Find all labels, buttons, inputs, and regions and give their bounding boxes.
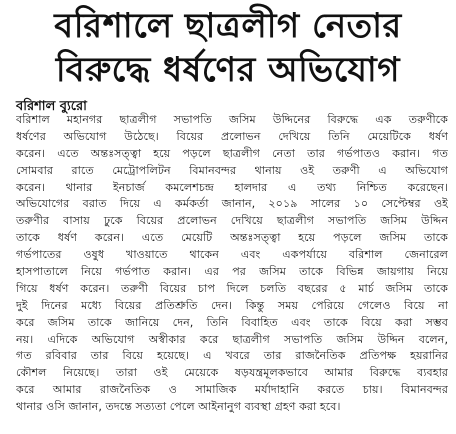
headline-line-1: বরিশালে ছাত্রলীগ নেতার <box>54 6 402 46</box>
body-line: গিয়ে ধর্ষণ করেন। তরুণী বিয়ের চাপ দিলে চলতি বছরের ৫ মার্চ জসিম তাকে <box>16 281 448 295</box>
body-line: করে আমার রাজনৈতিক ও সামাজিক মর্যাদাহানি করতে চায়। বিমানবন্দর <box>16 383 448 397</box>
body-line: নয়। এদিকে অভিযোগ অস্বীকার করে ছাত্রলীগ সভাপতি জসিম উদ্দিন বলেন, <box>16 332 448 346</box>
body-line: কৌশল নিয়েছে। তারা ওই মেয়েকে ষড়যন্ত্রমূলকভাবে আমার বিরুদ্ধে ব্যবহার <box>16 366 448 380</box>
body-line: করেন। থানার ইনচার্জ কমলেশচন্দ্র হালদার এ তথ্য নিশ্চিত করেছেন। <box>16 180 448 194</box>
headline <box>0 4 456 92</box>
body-line: দুই দিনের মধ্যে বিয়ের প্রতিশ্রুতি দেন। কিন্তু সময় পেরিয়ে গেলেও বিয়ে না <box>16 298 448 312</box>
headline-line-2: বিরুদ্ধে ধর্ষণের অভিযোগ <box>55 50 401 90</box>
body-line: গত রবিবার তার বিয়ে হয়েছে। এ খবরে তার রাজনৈতিক প্রতিপক্ষ হয়রানির <box>16 349 448 363</box>
byline: বরিশাল ব্যুরো <box>16 99 87 114</box>
body-line: করেন। এতে অন্তঃসত্ত্বা হয়ে পড়লে ছাত্রলীগ নেতা তার গর্ভপাতও করান। গত <box>16 146 448 160</box>
body-line: সোমবার রাতে মেট্রোপলিটন বিমানবন্দর থানায় ওই তরুণী এ অভিযোগ <box>16 163 448 177</box>
body-line: তরুণীর বাসায় ঢুকে বিয়ের প্রলোভন দেখিয়ে ছাত্রলীগ সভাপতি জসিম উদ্দিন <box>16 214 448 228</box>
body-line: হাসপাতালে নিয়ে গর্ভপাত করান। এর পর জসিম তাকে বিভিন্ন জায়গায় নিয়ে <box>16 265 448 279</box>
article-body <box>16 112 448 416</box>
body-line: করে জসিম তাকে জানিয়ে দেন, তিনি বিবাহিত এবং তাকে বিয়ে করা সম্ভব <box>16 315 448 329</box>
body-line: ধর্ষণের অভিযোগ উঠেছে। বিয়ের প্রলোভন দেখিয়ে তিনি মেয়েটিকে ধর্ষণ <box>16 129 448 143</box>
body-line: থানার ওসি জানান, তদন্তে সত্যতা পেলে আইনানুগ ব্যবস্থা গ্রহণ করা হবে। <box>16 400 341 414</box>
body-line: তাকে ধর্ষণ করেন। এতে মেয়েটি অন্তঃসত্ত্বা হয়ে পড়লে জসিম তাকে <box>16 231 448 245</box>
body-line: অভিযোগের বরাত দিয়ে এ কর্মকর্তা জানান, ২০১৯ সালের ১০ সেপ্টেম্বর ওই <box>16 197 448 211</box>
body-line: গর্ভপাতের ওষুধ খাওয়াতে থাকেন এবং একপর্যায়ে বরিশাল জেনারেল <box>16 248 448 262</box>
body-line: বরিশাল মহানগর ছাত্রলীগ সভাপতি জসিম উদ্দিনের বিরুদ্ধে এক তরুণীকে <box>16 113 448 126</box>
